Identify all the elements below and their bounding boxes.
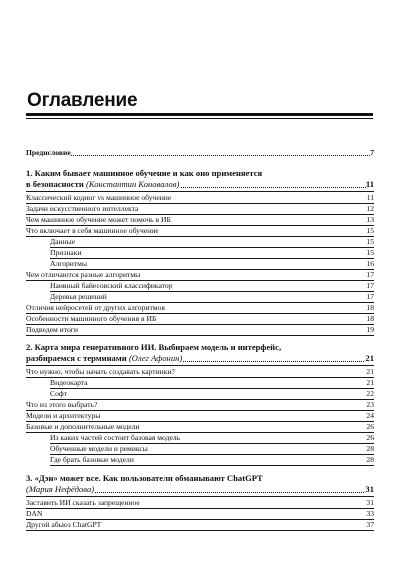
toc-subentry[interactable] [50,248,374,259]
toc-subentry[interactable] [50,444,374,455]
toc-entry-label: Модели и архитектуры [26,411,101,420]
toc-entry-page: 33 [366,509,374,518]
page-title: Оглавление [27,90,138,111]
toc-entry-label: Данные [50,237,76,246]
toc-entry-label: Особенности машинного обучения в ИБ [26,314,157,323]
toc-entry[interactable] [26,303,374,314]
toc-subentry[interactable] [50,378,374,389]
toc-entry-label: Софт [50,389,68,398]
toc-entry-page: 15 [366,226,374,235]
toc-entry[interactable] [26,422,374,433]
chapter-page: 31 [365,484,374,494]
toc-entry-page: 12 [366,204,374,213]
chapter-title-text: разбираемся с терминами [26,353,127,363]
toc-entry-page: 23 [366,400,374,409]
chapter-author: (Константин Коновалов) [85,179,180,189]
toc-subentry[interactable] [50,455,374,466]
chapter-title-last-line [26,484,374,495]
toc-entry-label: Что включает в себя машинное обучение [26,226,159,235]
toc-entry-page: 37 [366,520,374,529]
toc-entry-page: 22 [366,389,374,398]
chapter-page: 11 [365,179,374,189]
toc-entry-page: 28 [366,455,374,464]
toc-entry-label: Подведем итоги [26,325,78,334]
toc-entry-page: 21 [366,378,374,387]
toc-entry[interactable] [26,367,374,378]
divider [26,191,374,192]
toc-entry-label: Алгоритмы [50,259,88,268]
chapter-title-text: в безопасности [26,179,84,189]
title-rule-thick [26,113,373,116]
toc-entry-page: 26 [366,433,374,442]
chapter-title-last-line [26,353,374,364]
toc-entry-label: Из каких частей состоит базовая модель [50,433,181,442]
toc-entry-page: 13 [366,215,374,224]
toc-entry-page: 17 [366,281,374,290]
chapter-title-last-line [26,179,374,190]
toc-entry[interactable] [26,226,374,237]
chapter-title-line: 1. Каким бывает машинное обучение и как оно применяется [26,168,263,178]
toc-entry-page: 17 [366,292,374,301]
toc-entry-label: DAN [26,509,43,518]
toc-subentry[interactable] [50,292,374,303]
toc-entry-page: 28 [366,444,374,453]
toc-entry-page: 18 [366,314,374,323]
toc-entry-page: 11 [366,193,374,202]
toc-entry-label: Видеокарта [50,378,88,387]
toc-entry[interactable] [26,509,374,520]
toc-chapter-2[interactable] [26,342,374,364]
toc-entry-page: 21 [366,367,374,376]
toc-entry[interactable] [26,411,374,422]
toc-subentry[interactable] [50,237,374,248]
toc-entry[interactable] [26,498,374,509]
toc-entry[interactable] [26,400,374,411]
toc-entry-label: Где брать базовые модели [50,455,134,464]
toc-entry-page: 7 [370,148,374,157]
toc-entry[interactable] [26,325,374,336]
toc-entry-label: Классический кодинг vs машинное обучение [26,193,172,202]
toc-entry-preface[interactable] [26,148,374,158]
toc-entry-page: 18 [366,303,374,312]
toc-entry-label: Другой абьюз ChatGPT [26,520,102,529]
toc-entry-page: 16 [366,259,374,268]
chapter-author: (Олег Афонин) [128,353,183,363]
chapter-page: 21 [365,353,374,363]
toc-subentry[interactable] [50,281,374,292]
toc-entry-page: 15 [366,248,374,257]
toc-entry[interactable] [26,314,374,325]
toc-entry-page: 31 [366,498,374,507]
toc-entry-label: Чем отличаются разные алгоритмы [26,270,141,279]
chapter-title-line: 2. Карта мира генеративного ИИ. Выбираем модель и интерфейс, [26,342,282,352]
toc-entry-label: Базовые и дополнительные модели [26,422,140,431]
toc-entry[interactable] [26,204,374,215]
toc-entry-label: Задачи искусственного интеллекта [26,204,139,213]
toc-entry-label: Деревья решений [50,292,107,301]
toc-entry[interactable] [26,193,374,204]
chapter-author: (Мария Нефёдова) [26,484,95,494]
toc-entry-page: 15 [366,237,374,246]
toc-entry-label: Обученные модели и ремиксы [50,444,148,453]
toc-entry[interactable] [26,215,374,226]
toc-entry-page: 17 [366,270,374,279]
toc-entry-label: Предисловие [26,148,71,157]
toc-entry[interactable] [26,270,374,281]
toc-entry-label: Наивный байесовский классификатор [50,281,173,290]
title-rule-thin [26,118,373,119]
toc-entry-label: Чем машинное обучение может помочь в ИБ [26,215,171,224]
toc-entry-page: 24 [366,411,374,420]
toc-entry[interactable] [26,520,374,531]
chapter-title-line: 3. «Дэн» может все. Как пользователи обманывают ChatGPT [26,473,263,483]
toc-entry-label: Что из этого выбрать? [26,400,98,409]
toc-entry-label: Заставить ИИ сказать запрещенное [26,498,140,507]
toc-subentry[interactable] [50,259,374,270]
toc-subentry[interactable] [50,389,374,400]
divider [26,365,374,366]
toc-chapter-1[interactable] [26,168,374,190]
toc-entry-label: Отличия нейросетей от других алгоритмов [26,303,165,312]
toc-entry-page: 19 [366,325,374,334]
divider [26,496,374,497]
toc-subentry[interactable] [50,433,374,444]
toc-chapter-3[interactable] [26,473,374,495]
toc-entry-label: Что нужно, чтобы начать создавать картинки? [26,367,175,376]
toc-entry-label: Признаки [50,248,82,257]
toc-entry-page: 26 [366,422,374,431]
